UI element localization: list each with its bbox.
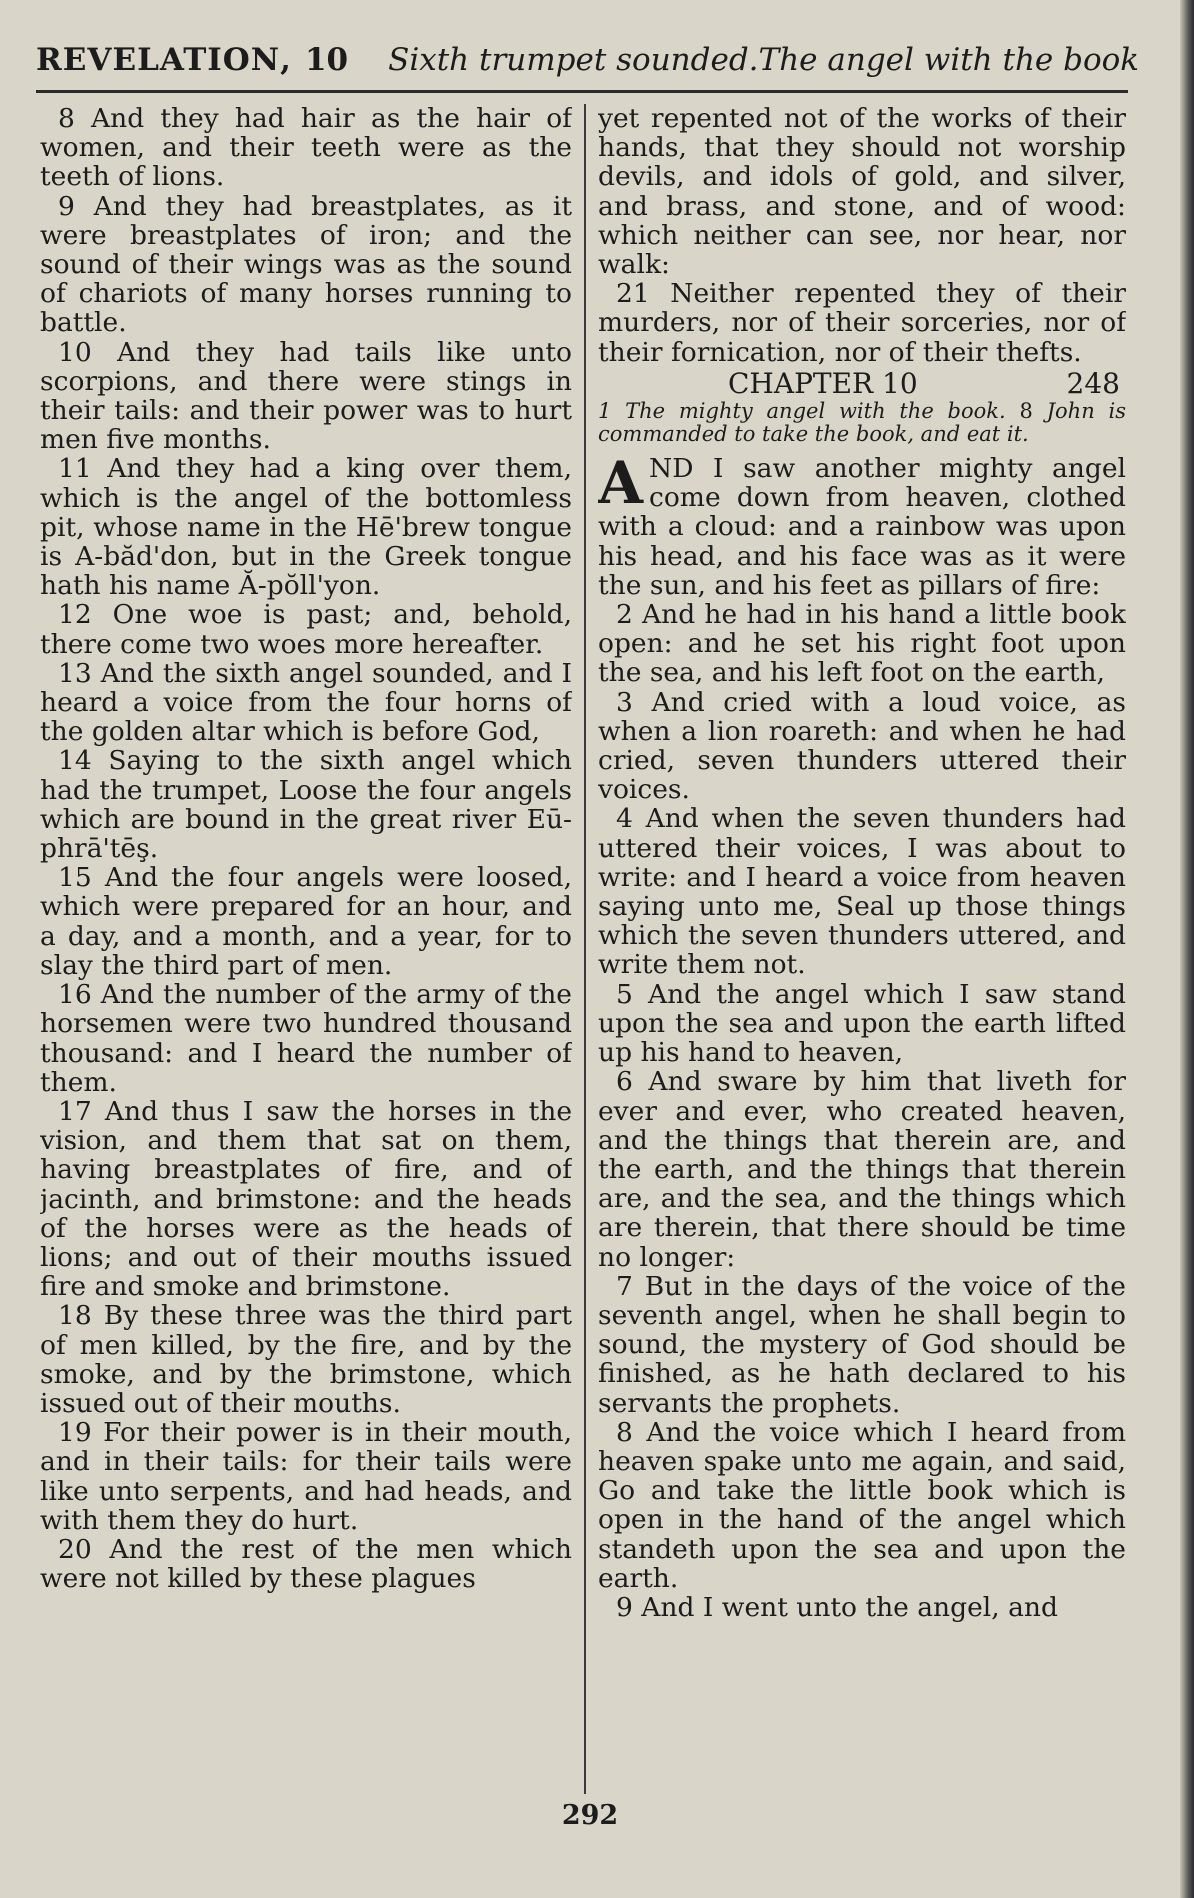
verse-21: 21 Neither repented they of their murders, nor of their sorceries, nor of their fornication, nor of their thefts. (598, 278, 1126, 368)
page-edge (1180, 0, 1194, 1898)
verse-1 (598, 449, 1126, 601)
verse-12: 12 One woe is past; and, behold, there come two woes more hereafter. (40, 599, 572, 660)
chapter-ref: 248 (1066, 366, 1120, 400)
chapter-summary (598, 400, 1126, 446)
verse-17: 17 And thus I saw the horses in the vision, and them that sat on them, having breastplates of fire, and of jacinth, and brimstone: and the heads of the horses were as the heads of lions; and out of their mouths issued fire and smoke and brimstone. (40, 1095, 572, 1303)
verse-10: 10 And they had tails like unto scorpions, and there were stings in their tails: and their power was to hurt men five months. (40, 336, 572, 456)
verse-7: 7 But in the days of the voice of the seventh angel, when he shall begin to sound, the mystery of God should be finished, as he hath declared to his servants the prophets. (598, 1270, 1126, 1419)
verse-1-text: ND I saw another mighty angel come down from heaven, clothed with a cloud: and a rainbow was upon his head, and his face was as it were the sun, and his feet as pillars of fire: (598, 453, 1126, 601)
right-column (598, 104, 1126, 1794)
verse-18: 18 By these three was the third part of men killed, by the fire, and by the smoke, and by the brimstone, which issued out of their mouths. (40, 1300, 572, 1419)
header-chapter: 10 (304, 42, 349, 78)
verse-8: 8 And they had hair as the hair of women, and their teeth were as the teeth of lions. (40, 104, 572, 193)
header-comma: , (280, 42, 291, 78)
column-divider (584, 104, 586, 1794)
summary-text-2: John is commanded to take the book, and eat it. (598, 399, 1126, 447)
page-number: 292 (561, 1800, 619, 1831)
verse-9: 9 And they had breastplates, as it were breastplates of iron; and the sound of their wings was as the sound of chariots of many horses running to battle. (40, 190, 572, 339)
chapter-title: CHAPTER 10 (728, 366, 918, 400)
verse-11: 11 And they had a king over them, which is the angel of the bottomless pit, whose name in the Hē'brew tongue is A-băd'don, but in the Greek tongue hath his name Ă-pŏll'yon. (40, 453, 572, 602)
summary-num: 8 (1019, 399, 1033, 424)
verse-16: 16 And the number of the army of the horsemen were two hundred thousand thousand: and I heard the number of them. (40, 979, 572, 1098)
verse-19: 19 For their power is in their mouth, and in their tails: for their tails were like unto serpents, and had heads, and with them they do hurt. (40, 1417, 572, 1536)
header-right-summary: The angel with the book (758, 42, 1140, 78)
drop-cap: A (598, 449, 644, 518)
verse-2: 2 And he had in his hand a little book open: and he set his right foot upon the sea, and his left foot on the earth, (598, 599, 1126, 689)
running-header (36, 42, 1140, 93)
verse-3: 3 And cried with a loud voice, as when a lion roareth: and when he had cried, seven thunders uttered their voices. (598, 686, 1126, 806)
verse-13: 13 And the sixth angel sounded, and I heard a voice from the four horns of the golden altar which is before God, (40, 657, 572, 748)
verse-20: 20 And the rest of the men which were not killed by these plagues (40, 1533, 572, 1595)
header-book: REVELATION (36, 42, 281, 78)
header-left-summary: Sixth trumpet sounded. (388, 42, 759, 78)
verse-5: 5 And the angel which I saw stand upon the sea and upon the earth lifted up his hand to heaven, (598, 978, 1126, 1069)
verse-6: 6 And sware by him that liveth for ever and ever, who created heaven, and the things that therein are, and the earth, and the things that therein are, and the sea, and the things which are therein, that there should be time no longer: (598, 1066, 1126, 1273)
left-column (40, 104, 572, 1794)
verse-14: 14 Saying to the sixth angel which had the trumpet, Loose the four angels which are bound in the great river Eū-phrā'tēş. (40, 745, 572, 865)
verse-4: 4 And when the seven thunders had uttered their voices, I was about to write: and I heard a voice from heaven saying unto me, Seal up those things which the seven thunders uttered, and write them not. (598, 803, 1126, 981)
verse-8: 8 And the voice which I heard from heaven spake unto me again, and said, Go and take the little book which is open in the hand of the angel which standeth upon the sea and upon the earth. (598, 1416, 1126, 1594)
verse-15: 15 And the four angels were loosed, which were prepared for an hour, and a day, and a month, and a year, for to slay the third part of men. (40, 862, 572, 981)
verse-9: 9 And I went unto the angel, and (616, 1591, 1058, 1623)
verse-20-continuation: yet repented not of the works of their hands, that they should not worship devils, and idols of gold, and silver, and brass, and stone, and of wood: which neither can see, nor hear, nor walk: (598, 104, 1126, 281)
chapter-heading (598, 366, 1126, 400)
summary-text: 1 The mighty angel with the book. (598, 399, 1006, 424)
